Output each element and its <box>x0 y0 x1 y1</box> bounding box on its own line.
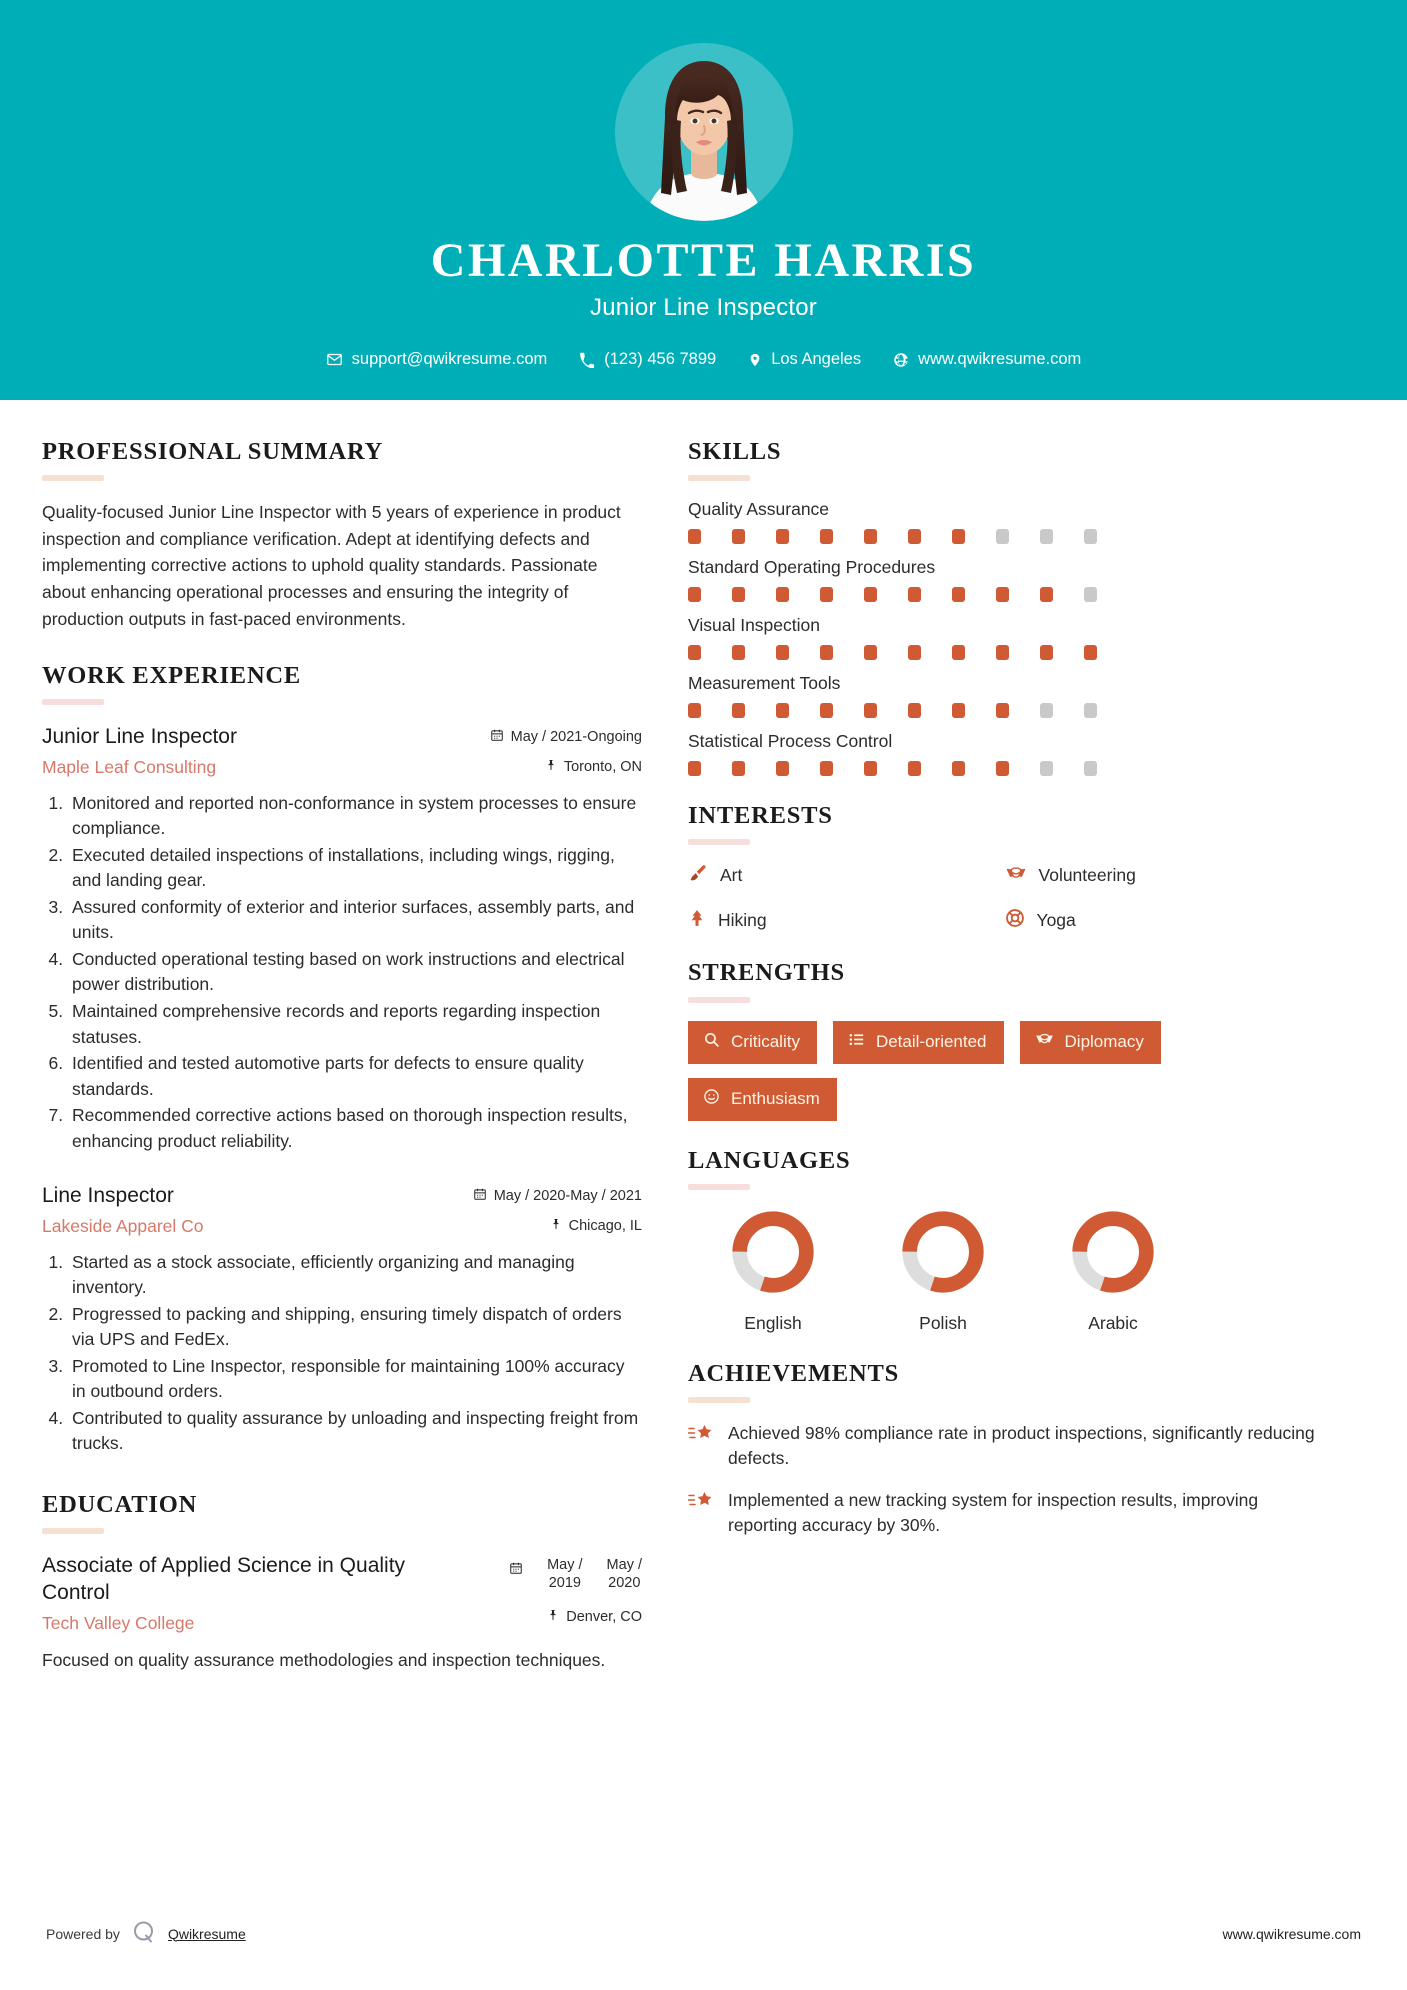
skill-dot <box>908 761 921 776</box>
skill-rating <box>688 587 1321 602</box>
skill-label: Measurement Tools <box>688 673 841 694</box>
section-interests <box>688 802 1321 933</box>
skill-dot <box>732 645 745 660</box>
page-title: CHARLOTTE HARRIS <box>430 234 977 287</box>
skill-dot <box>688 645 701 660</box>
left-column <box>42 438 642 1679</box>
skill-dot <box>864 761 877 776</box>
skill-dot <box>996 761 1009 776</box>
contact-website[interactable] <box>877 350 1097 369</box>
list-item: 3. Promoted to Line Inspector, responsible for maintaining 100% accuracy in outbound orders. <box>68 1354 642 1405</box>
language-item <box>858 1208 1028 1334</box>
list-icon <box>848 1031 865 1053</box>
skill-dot <box>1040 761 1053 776</box>
resume-body <box>0 400 1407 1679</box>
contact-phone-text: (123) 456 7899 <box>604 350 717 369</box>
skill-dot <box>732 703 745 718</box>
section-languages <box>688 1147 1321 1334</box>
search-icon <box>703 1031 720 1053</box>
work-location <box>490 758 642 776</box>
skill-dot <box>952 703 965 718</box>
skill-dot <box>776 587 789 602</box>
list-item: 1. Monitored and reported non-conformance in system processes to ensure compliance. <box>68 791 642 842</box>
achievement-item <box>688 1488 1321 1539</box>
skill-label: Standard Operating Procedures <box>688 557 936 578</box>
skill-dot <box>908 645 921 660</box>
section-title: PROFESSIONAL SUMMARY <box>42 438 384 465</box>
section-rule <box>42 699 104 705</box>
skill-dot <box>820 529 833 544</box>
shooting-star-icon <box>688 1421 714 1450</box>
section-title: EDUCATION <box>42 1490 198 1518</box>
language-item <box>1028 1208 1198 1334</box>
pin-icon <box>550 1217 562 1235</box>
education-school: Tech Valley College <box>42 1612 195 1633</box>
education-end-date: May / 2020 <box>606 1557 642 1591</box>
achievement-text: Achieved 98% compliance rate in product inspections, significantly reducing defects. <box>728 1422 1315 1469</box>
language-donut-chart <box>1069 1208 1157 1296</box>
contact-location-text: Los Angeles <box>771 350 862 369</box>
language-item <box>688 1208 858 1334</box>
strength-chip <box>1020 1021 1161 1064</box>
skill-rating <box>688 529 1321 544</box>
skill-label: Statistical Process Control <box>688 731 893 752</box>
skill-dot <box>688 761 701 776</box>
education-entry <box>42 1552 642 1673</box>
resume-header <box>0 0 1407 400</box>
smiley-icon <box>703 1088 720 1110</box>
work-entry <box>42 1182 642 1457</box>
list-item: 3. Assured conformity of exterior and interior surfaces, assembly parts, and units. <box>68 895 642 946</box>
skill-item <box>688 615 1321 660</box>
envelope-icon <box>326 351 343 368</box>
skill-dot <box>908 703 921 718</box>
language-label: Polish <box>919 1312 967 1333</box>
interest-label: Yoga <box>1036 910 1076 931</box>
work-location <box>473 1217 642 1235</box>
strength-chip <box>833 1021 1004 1064</box>
list-item: 4. Conducted operational testing based on work instructions and electrical power distribution. <box>68 947 642 998</box>
skill-dot <box>996 529 1009 544</box>
skill-dot <box>864 703 877 718</box>
section-title: INTERESTS <box>688 802 833 830</box>
contact-bar <box>310 350 1098 369</box>
section-rule <box>688 839 750 845</box>
section-title: WORK EXPERIENCE <box>42 662 302 690</box>
powered-by <box>46 1919 246 1948</box>
skill-dot <box>776 529 789 544</box>
skill-dot <box>1084 529 1097 544</box>
skill-dot <box>776 645 789 660</box>
skill-dot <box>952 645 965 660</box>
education-description: Focused on quality assurance methodologies and inspection techniques. <box>42 1649 606 1670</box>
work-dates-text: May / 2020-May / 2021 <box>493 1188 642 1205</box>
skill-dot <box>996 645 1009 660</box>
section-strengths <box>688 959 1321 1120</box>
strength-label: Enthusiasm <box>731 1088 820 1108</box>
section-achievements <box>688 1360 1321 1539</box>
skill-dot <box>952 761 965 776</box>
achievement-text: Implemented a new tracking system for inspection results, improving reporting accuracy by 30%. <box>728 1489 1259 1535</box>
section-title: SKILLS <box>688 438 782 465</box>
lifebuoy-icon <box>1005 908 1025 933</box>
skill-dot <box>820 645 833 660</box>
skill-dot <box>688 529 701 544</box>
skill-dot <box>996 703 1009 718</box>
education-degree: Associate of Applied Science in Quality Control <box>42 1554 406 1605</box>
section-work-experience <box>42 662 642 1457</box>
contact-email-text: support@qwikresume.com <box>351 350 548 369</box>
section-rule <box>42 1528 104 1534</box>
work-organization: Maple Leaf Consulting <box>42 756 217 777</box>
skill-label: Quality Assurance <box>688 499 830 520</box>
skill-dot <box>952 529 965 544</box>
skill-dot <box>732 761 745 776</box>
skill-dot <box>952 587 965 602</box>
calendar-icon <box>490 728 504 746</box>
pin-icon <box>547 1608 559 1626</box>
skill-dot <box>732 587 745 602</box>
strength-label: Criticality <box>731 1031 800 1051</box>
list-item: 2. Executed detailed inspections of installations, including wings, rigging, and landing gear. <box>68 843 642 894</box>
work-role: Junior Line Inspector <box>42 725 237 749</box>
list-item: 5. Maintained comprehensive records and reports regarding inspection statuses. <box>68 999 642 1050</box>
list-item: 4. Contributed to quality assurance by unloading and inspecting freight from trucks. <box>68 1406 642 1457</box>
powered-by-label: Powered by <box>46 1925 120 1942</box>
section-rule <box>688 1184 750 1190</box>
section-title: STRENGTHS <box>688 959 845 987</box>
contact-website-text: www.qwikresume.com <box>918 350 1082 369</box>
section-professional-summary <box>42 438 642 632</box>
qwikresume-link[interactable]: Qwikresume <box>167 1925 246 1942</box>
strength-chip <box>688 1021 817 1064</box>
avatar <box>615 43 793 221</box>
right-column <box>688 438 1321 1679</box>
work-bullets <box>42 1250 642 1457</box>
skill-rating <box>688 761 1321 776</box>
work-dates <box>490 728 642 746</box>
section-title: ACHIEVEMENTS <box>688 1359 900 1387</box>
list-item: 2. Progressed to packing and shipping, ensuring timely dispatch of orders via UPS and FedEx. <box>68 1302 642 1353</box>
handshake-icon <box>1005 864 1027 887</box>
skill-label: Visual Inspection <box>688 615 820 636</box>
work-organization: Lakeside Apparel Co <box>42 1215 204 1236</box>
language-donut-chart <box>729 1208 817 1296</box>
language-donut-chart <box>899 1208 987 1296</box>
skill-dot <box>820 703 833 718</box>
skill-item <box>688 673 1321 718</box>
work-dates-text: May / 2021-Ongoing <box>510 729 642 746</box>
education-location <box>509 1608 642 1626</box>
avatar-photo-icon <box>615 43 793 221</box>
calendar-icon <box>473 1187 487 1205</box>
job-title: Junior Line Inspector <box>590 294 817 322</box>
skill-dot <box>1040 587 1053 602</box>
skill-dot <box>688 587 701 602</box>
education-dates <box>509 1557 642 1592</box>
interest-label: Hiking <box>718 910 767 931</box>
contact-phone[interactable] <box>563 350 732 369</box>
skill-dot <box>864 645 877 660</box>
qwikresume-logo-icon <box>131 1919 157 1948</box>
skill-dot <box>1084 645 1097 660</box>
interest-label: Art <box>720 865 743 886</box>
skill-dot <box>1040 703 1053 718</box>
list-item: 6. Identified and tested automotive parts for defects to ensure quality standards. <box>68 1051 642 1102</box>
section-rule <box>688 997 750 1003</box>
work-entry <box>42 723 642 1154</box>
shooting-star-icon <box>688 1488 714 1517</box>
summary-text: Quality-focused Junior Line Inspector with 5 years of experience in product inspection and compliance verification. Adept at identifying defects and implementing corrective actions to uphold quality standards. Passionate about enhancing operational processes and ensuring the integrity of production outputs in fast-paced environments. <box>42 502 621 629</box>
skill-dot <box>864 529 877 544</box>
work-role: Line Inspector <box>42 1184 174 1208</box>
phone-icon <box>579 352 595 368</box>
handshake-icon <box>1035 1031 1054 1052</box>
skill-dot <box>996 587 1009 602</box>
skill-dot <box>820 587 833 602</box>
skill-dot <box>1040 529 1053 544</box>
strength-chip <box>688 1078 837 1121</box>
section-rule <box>688 475 750 481</box>
skill-dot <box>908 529 921 544</box>
skill-dot <box>820 761 833 776</box>
skill-dot <box>688 703 701 718</box>
language-label: Arabic <box>1088 1312 1138 1333</box>
interest-item <box>688 863 1005 888</box>
skill-dot <box>864 587 877 602</box>
work-location-text: Toronto, ON <box>563 759 642 776</box>
interest-item <box>1005 863 1322 888</box>
paintbrush-icon <box>688 863 708 888</box>
section-rule <box>688 1397 750 1403</box>
contact-email[interactable] <box>310 350 564 369</box>
skill-dot <box>776 761 789 776</box>
skill-dot <box>1084 761 1097 776</box>
interest-item <box>1005 908 1322 933</box>
interest-item <box>688 908 1005 933</box>
strength-label: Diplomacy <box>1064 1031 1144 1051</box>
work-bullets <box>42 791 642 1155</box>
skill-dot <box>1040 645 1053 660</box>
work-dates <box>473 1187 642 1205</box>
skill-item <box>688 499 1321 544</box>
skill-dot <box>908 587 921 602</box>
footer-url: www.qwikresume.com <box>1222 1925 1361 1942</box>
skill-dot <box>1084 587 1097 602</box>
work-location-text: Chicago, IL <box>568 1218 642 1235</box>
section-skills <box>688 438 1321 776</box>
education-location-text: Denver, CO <box>566 1609 642 1626</box>
skill-dot <box>1084 703 1097 718</box>
skill-rating <box>688 645 1321 660</box>
page-footer <box>0 1919 1407 1948</box>
achievement-item <box>688 1421 1321 1472</box>
interest-label: Volunteering <box>1038 865 1136 886</box>
section-title: LANGUAGES <box>688 1146 851 1174</box>
strength-label: Detail-oriented <box>875 1031 987 1051</box>
map-pin-icon <box>748 351 762 369</box>
section-rule <box>42 475 104 481</box>
contact-location[interactable] <box>732 350 877 369</box>
calendar-icon <box>509 1557 523 1579</box>
skill-dot <box>732 529 745 544</box>
list-item: 1. Started as a stock associate, efficiently organizing and managing inventory. <box>68 1250 642 1301</box>
language-label: English <box>744 1312 802 1333</box>
education-start-date: May / 2019 <box>547 1557 583 1591</box>
skill-rating <box>688 703 1321 718</box>
list-item: 7. Recommended corrective actions based on thorough inspection results, enhancing product reliability. <box>68 1103 642 1154</box>
pin-icon <box>545 758 557 776</box>
skill-dot <box>776 703 789 718</box>
tree-icon <box>688 908 706 933</box>
globe-icon <box>893 352 909 368</box>
skill-item <box>688 731 1321 776</box>
skill-item <box>688 557 1321 602</box>
section-education <box>42 1491 642 1673</box>
